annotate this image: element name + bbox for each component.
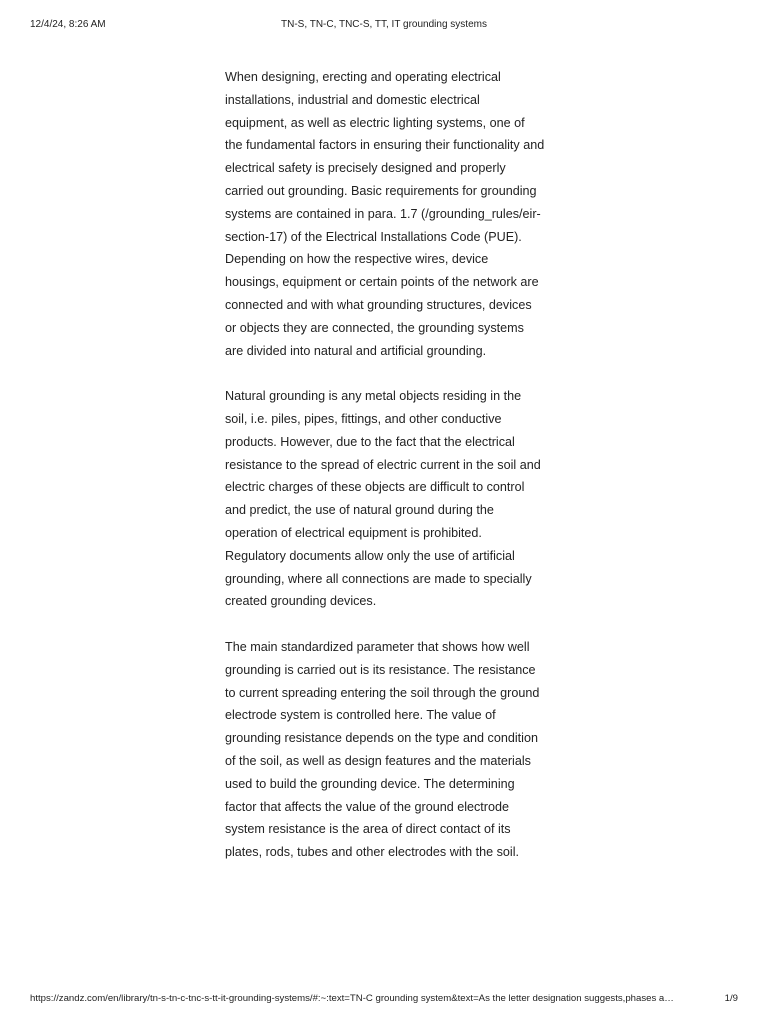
article-body	[225, 66, 545, 887]
page-number: 1/9	[724, 993, 738, 1004]
paragraph-grounding-intro: When designing, erecting and operating electrical installations, industrial and domestic electrical equipment, as well as electric lighting systems, one of the fundamental factors in ensuring their functionality and electrical safety is precisely designed and properly carried out grounding. Basic requirements for grounding systems are contained in para. 1.7 (/grounding_rules/eir-section-17) of the Electrical Installations Code (PUE). Depending on how the respective wires, device housings, equipment or certain points of the network are connected and with what grounding structures, devices or objects they are connected, the grounding systems are divided into natural and artificial grounding.	[225, 70, 545, 358]
print-url: https://zandz.com/en/library/tn-s-tn-c-tnc-s-tt-it-grounding-systems/#:~:text=TN-C grounding system&text=As the letter designation suggests,phases a…	[30, 993, 674, 1004]
print-footer	[0, 993, 768, 1007]
print-header	[0, 19, 768, 33]
print-page-title: TN-S, TN-C, TNC-S, TT, IT grounding systems	[281, 19, 487, 30]
paragraph-natural-grounding: Natural grounding is any metal objects residing in the soil, i.e. piles, pipes, fittings, and other conductive products. However, due to the fact that the electrical resistance to the spread of electric current in the soil and electric charges of these objects are difficult to control and predict, the use of natural ground during the operation of electrical equipment is prohibited. Regulatory documents allow only the use of artificial grounding, where all connections are made to specially created grounding devices.	[225, 389, 541, 609]
print-datetime: 12/4/24, 8:26 AM	[30, 19, 106, 30]
paragraph-grounding-resistance: The main standardized parameter that shows how well grounding is carried out is its resistance. The resistance to current spreading entering the soil through the ground electrode system is controlled here. The value of grounding resistance depends on the type and condition of the soil, as well as design features and the materials used to build the grounding device. The determining factor that affects the value of the ground electrode system resistance is the area of direct contact of its plates, rods, tubes and other electrodes with the soil.	[225, 639, 540, 860]
